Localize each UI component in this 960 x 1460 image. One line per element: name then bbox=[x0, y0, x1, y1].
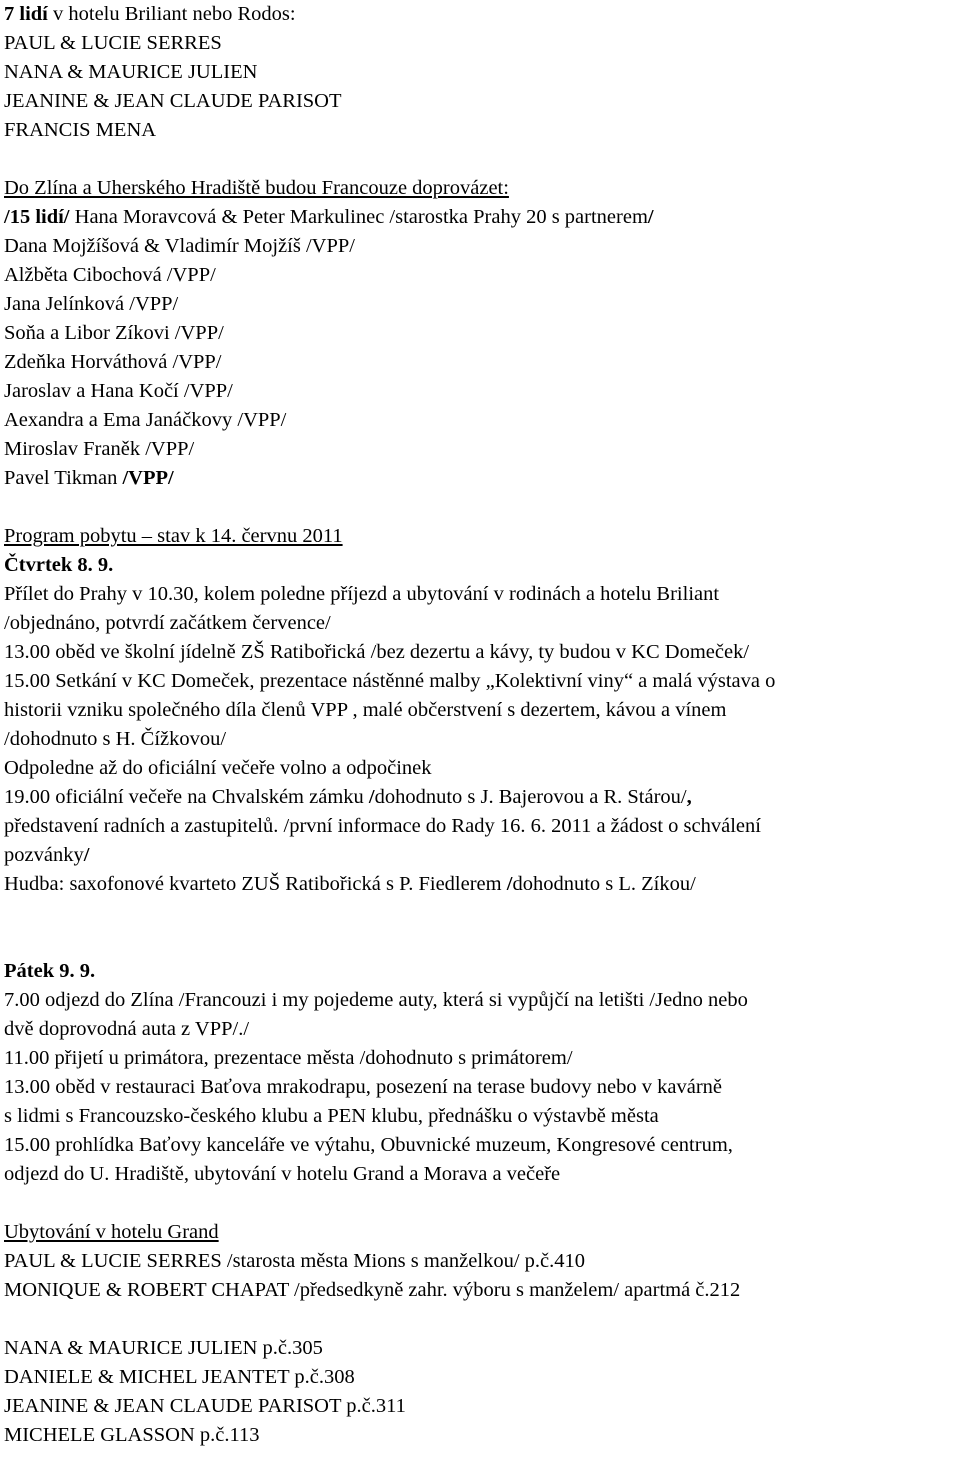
text-segment: v hotelu Briliant nebo Rodos: bbox=[47, 3, 296, 25]
text-segment: Hana Moravcová & Peter Markulinec /starostka Prahy 20 s partnerem bbox=[69, 206, 648, 228]
text-line bbox=[4, 464, 174, 493]
text-line: PAUL & LUCIE SERRES /starosta města Mions s manželkou/ p.č.410 bbox=[4, 1250, 585, 1272]
text-segment: / bbox=[506, 873, 513, 895]
text-line: Jana Jelínková /VPP/ bbox=[4, 293, 179, 315]
text-segment: /15 lidí/ bbox=[4, 206, 70, 228]
text-line: Program pobytu – stav k 14. červnu 2011 bbox=[4, 525, 343, 547]
text-line: 13.00 oběd ve školní jídelně ZŠ Ratibořická /bez dezertu a kávy, ty budou v KC Domeček/ bbox=[4, 641, 750, 663]
text-line: dvě doprovodná auta z VPP/./ bbox=[4, 1018, 250, 1040]
text-line: Alžběta Cibochová /VPP/ bbox=[4, 264, 216, 286]
text-segment: , bbox=[686, 786, 692, 808]
text-line: 13.00 oběd v restauraci Baťova mrakodrapu, posezení na terase budovy nebo v kavárně bbox=[4, 1076, 723, 1098]
text-line: historii vzniku společného díla členů VPP , malé občerstvení s dezertem, kávou a vínem bbox=[4, 699, 727, 721]
text-line: NANA & MAURICE JULIEN bbox=[4, 61, 258, 83]
text-segment: /VPP/ bbox=[122, 467, 174, 489]
text-line bbox=[4, 0, 296, 29]
text-line: MONIQUE & ROBERT CHAPAT /předsedkyně zahr. výboru s manželem/ apartmá č.212 bbox=[4, 1279, 741, 1301]
text-line: Čtvrtek 8. 9. bbox=[4, 554, 114, 576]
text-line: Odpoledne až do oficiální večeře volno a odpočinek bbox=[4, 757, 432, 779]
text-segment: / bbox=[647, 206, 654, 228]
text-line: /objednáno, potvrdí začátkem července/ bbox=[4, 612, 331, 634]
text-line: s lidmi s Francouzsko-českého klubu a PEN klubu, přednášku o výstavbě města bbox=[4, 1105, 659, 1127]
text-line bbox=[4, 870, 696, 899]
text-segment: Hudba: saxofonové kvarteto ZUŠ Ratibořická s P. Fiedlerem bbox=[4, 873, 507, 895]
text-segment: dohodnuto s L. Zíkou/ bbox=[512, 873, 696, 895]
text-line: JEANINE & JEAN CLAUDE PARISOT p.č.311 bbox=[4, 1395, 406, 1417]
text-line: Do Zlína a Uherského Hradiště budou Francouze doprovázet: bbox=[4, 177, 509, 199]
text-line: /dohodnuto s H. Čížkovou/ bbox=[4, 728, 227, 750]
text-segment: 7 lidí bbox=[4, 3, 48, 25]
text-line: Aexandra a Ema Janáčkovy /VPP/ bbox=[4, 409, 287, 431]
text-line: PAUL & LUCIE SERRES bbox=[4, 32, 222, 54]
text-line: JEANINE & JEAN CLAUDE PARISOT bbox=[4, 90, 342, 112]
text-line: Jaroslav a Hana Kočí /VPP/ bbox=[4, 380, 233, 402]
text-segment: pozvánky bbox=[4, 844, 84, 866]
text-line: Soňa a Libor Zíkovi /VPP/ bbox=[4, 322, 224, 344]
text-line: Ubytování v hotelu Grand bbox=[4, 1221, 219, 1243]
text-line: představení radních a zastupitelů. /první informace do Rady 16. 6. 2011 a žádost o schválení bbox=[4, 815, 761, 837]
text-segment: Pavel Tikman bbox=[4, 467, 123, 489]
text-line: Miroslav Franěk /VPP/ bbox=[4, 438, 195, 460]
text-line: 11.00 přijetí u primátora, prezentace města /dohodnuto s primátorem/ bbox=[4, 1047, 573, 1069]
text-line: NANA & MAURICE JULIEN p.č.305 bbox=[4, 1337, 323, 1359]
text-line: 7.00 odjezd do Zlína /Francouzi i my pojedeme auty, která si vypůjčí na letišti /Jedno nebo bbox=[4, 989, 748, 1011]
text-line: odjezd do U. Hradiště, ubytování v hotelu Grand a Morava a večeře bbox=[4, 1163, 561, 1185]
text-line: 15.00 Setkání v KC Domeček, prezentace nástěnné malby „Kolektivní viny“ a malá výstava o bbox=[4, 670, 776, 692]
text-line: DANIELE & MICHEL JEANTET p.č.308 bbox=[4, 1366, 355, 1388]
text-line bbox=[4, 841, 89, 870]
text-line: Pátek 9. 9. bbox=[4, 960, 96, 982]
text-line bbox=[4, 203, 654, 232]
text-line: Dana Mojžíšová & Vladimír Mojžíš /VPP/ bbox=[4, 235, 355, 257]
text-segment: 19.00 oficiální večeře na Chvalském zámku bbox=[4, 786, 369, 808]
text-line: Přílet do Prahy v 10.30, kolem poledne příjezd a ubytování v rodinách a hotelu Briliant bbox=[4, 583, 720, 605]
text-segment: / bbox=[368, 786, 375, 808]
text-segment: dohodnuto s J. Bajerovou a R. Stárou/ bbox=[374, 786, 687, 808]
text-line: MICHELE GLASSON p.č.113 bbox=[4, 1424, 260, 1446]
text-segment: / bbox=[83, 844, 90, 866]
text-line: FRANCIS MENA bbox=[4, 119, 157, 141]
text-line bbox=[4, 783, 692, 812]
text-line: 15.00 prohlídka Baťovy kanceláře ve výtahu, Obuvnické muzeum, Kongresové centrum, bbox=[4, 1134, 733, 1156]
text-line: Zdeňka Horváthová /VPP/ bbox=[4, 351, 222, 373]
